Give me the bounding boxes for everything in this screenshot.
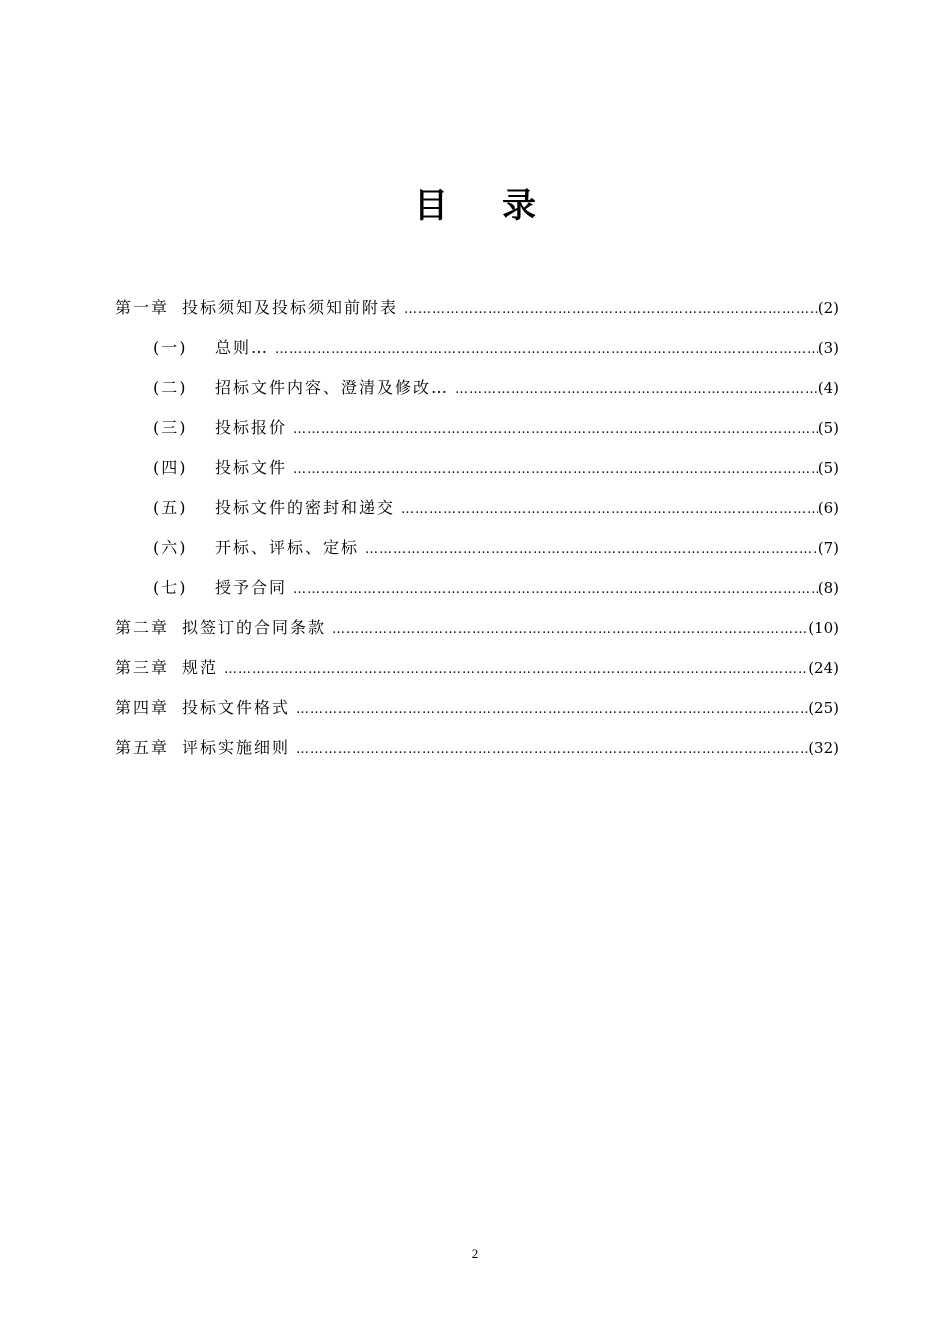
toc-entry-page: (25) xyxy=(808,699,839,717)
toc-entry-section-3[interactable] xyxy=(115,408,839,448)
toc-entry-section-7[interactable] xyxy=(115,568,839,608)
toc-leader-dots xyxy=(290,730,808,770)
toc-entry-page: (24) xyxy=(808,659,839,677)
toc-entry-label: 招标文件内容、澄清及修改… xyxy=(215,378,450,397)
toc-leader-dots xyxy=(287,450,818,490)
toc-entry-number: (七) xyxy=(153,578,188,597)
toc-entry-section-4[interactable] xyxy=(115,448,839,488)
toc-entry-label: 评标实施细则 xyxy=(182,738,291,757)
page-title xyxy=(0,180,950,232)
toc-leader-dots xyxy=(326,610,808,650)
toc-entry-page: (32) xyxy=(808,739,839,757)
toc-entry-page: (5) xyxy=(817,419,839,437)
toc-leader-dots xyxy=(290,690,808,730)
toc-entry-page: (7) xyxy=(817,539,839,557)
toc-entry-label: 投标文件格式 xyxy=(182,698,291,717)
toc-entry-section-2[interactable] xyxy=(115,368,839,408)
toc-entry-page: (10) xyxy=(808,619,839,637)
toc-entry-page: (2) xyxy=(817,299,839,317)
toc-entry-page: (5) xyxy=(817,459,839,477)
toc-entry-number: (五) xyxy=(153,498,188,517)
table-of-contents xyxy=(115,288,839,768)
toc-entry-number: (三) xyxy=(153,418,188,437)
toc-entry-chapter-2[interactable] xyxy=(115,608,839,648)
toc-leader-dots xyxy=(359,530,818,570)
toc-entry-label: 投标文件 xyxy=(215,458,288,477)
toc-entry-number: (六) xyxy=(153,538,188,557)
toc-entry-number: (四) xyxy=(153,458,188,477)
toc-entry-number: 第一章 xyxy=(115,298,170,317)
page-number: 2 xyxy=(471,1246,479,1261)
toc-entry-section-1[interactable] xyxy=(115,328,839,368)
toc-entry-number: 第五章 xyxy=(115,738,170,757)
toc-entry-label: 拟签订的合同条款 xyxy=(182,618,327,637)
toc-entry-number: (一) xyxy=(153,338,188,357)
toc-leader-dots xyxy=(449,370,818,410)
toc-entry-chapter-4[interactable] xyxy=(115,688,839,728)
title-char-2: 录 xyxy=(502,186,536,226)
toc-entry-chapter-1[interactable] xyxy=(115,288,839,328)
toc-entry-label: 授予合同 xyxy=(215,578,288,597)
toc-entry-page: (6) xyxy=(817,499,839,517)
toc-entry-page: (3) xyxy=(817,339,839,357)
toc-entry-label: 投标报价 xyxy=(215,418,288,437)
toc-entry-number: 第三章 xyxy=(115,658,170,677)
toc-entry-number: 第四章 xyxy=(115,698,170,717)
toc-entry-label: 规范 xyxy=(182,658,219,677)
toc-leader-dots xyxy=(218,650,808,690)
toc-entry-label: 投标文件的密封和递交 xyxy=(215,498,396,517)
title-char-1: 目 xyxy=(414,186,448,226)
toc-entry-page: (8) xyxy=(817,579,839,597)
toc-entry-number: 第二章 xyxy=(115,618,170,637)
toc-leader-dots xyxy=(269,330,818,370)
toc-leader-dots xyxy=(398,290,818,330)
toc-entry-chapter-5[interactable] xyxy=(115,728,839,768)
toc-entry-label: 总则… xyxy=(215,338,270,357)
toc-leader-dots xyxy=(395,490,818,530)
toc-entry-section-6[interactable] xyxy=(115,528,839,568)
toc-leader-dots xyxy=(287,570,818,610)
toc-leader-dots xyxy=(287,410,818,450)
toc-entry-chapter-3[interactable] xyxy=(115,648,839,688)
toc-entry-number: (二) xyxy=(153,378,188,397)
toc-entry-label: 投标须知及投标须知前附表 xyxy=(182,298,399,317)
toc-entry-label: 开标、评标、定标 xyxy=(215,538,360,557)
toc-entry-page: (4) xyxy=(817,379,839,397)
toc-entry-section-5[interactable] xyxy=(115,488,839,528)
